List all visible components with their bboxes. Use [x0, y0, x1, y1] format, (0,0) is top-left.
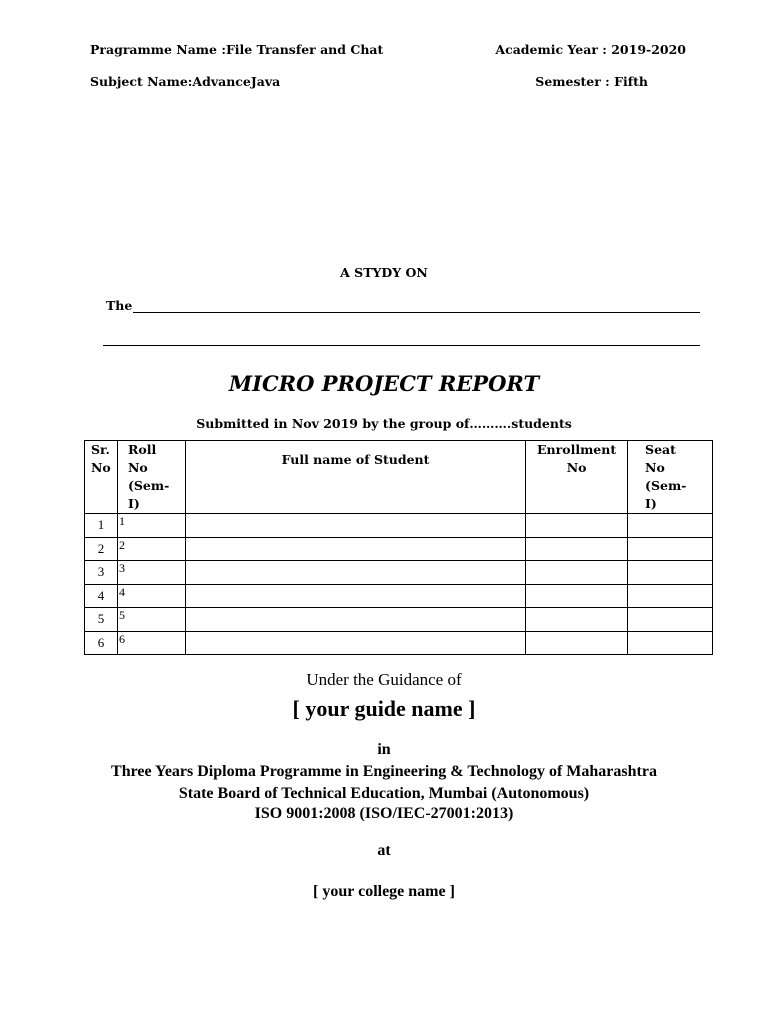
at-label: at — [377, 842, 391, 859]
name-cell[interactable] — [185, 631, 525, 655]
name-cell[interactable] — [185, 537, 525, 561]
semester: Semester : Fifth — [535, 74, 648, 89]
table-row — [85, 561, 713, 585]
table-row — [85, 537, 713, 561]
roll-cell: 5 — [117, 608, 185, 632]
enrollment-cell[interactable] — [526, 631, 628, 655]
enrollment-cell[interactable] — [526, 514, 628, 538]
table-row — [85, 631, 713, 655]
roll-cell: 4 — [117, 584, 185, 608]
table-header-row — [85, 441, 713, 514]
seat-cell[interactable] — [628, 537, 713, 561]
seat-cell[interactable] — [628, 584, 713, 608]
roll-cell: 3 — [117, 561, 185, 585]
header-seat-no: Seat No (Sem- I) — [628, 441, 713, 514]
guide-name: [ your guide name ] — [292, 696, 476, 721]
guidance-label: Under the Guidance of — [306, 670, 462, 689]
programme-line-1: Three Years Diploma Programme in Engineering & Technology of Maharashtra — [111, 763, 657, 780]
sr-cell: 4 — [85, 584, 118, 608]
name-cell[interactable] — [185, 514, 525, 538]
seat-cell[interactable] — [628, 608, 713, 632]
in-label: in — [377, 741, 391, 758]
table-row — [85, 514, 713, 538]
table-row — [85, 584, 713, 608]
the-label: The — [106, 298, 133, 313]
students-table — [84, 440, 713, 655]
programme-name: Pragramme Name :File Transfer and Chat — [90, 42, 384, 57]
report-title: MICRO PROJECT REPORT — [228, 371, 540, 396]
academic-year: Academic Year : 2019-2020 — [495, 42, 686, 57]
header-roll-no: Roll No (Sem- I) — [117, 441, 185, 514]
enrollment-cell[interactable] — [526, 561, 628, 585]
title-blank-line-2 — [103, 345, 700, 346]
name-cell[interactable] — [185, 584, 525, 608]
sr-cell: 6 — [85, 631, 118, 655]
name-cell[interactable] — [185, 561, 525, 585]
enrollment-cell[interactable] — [526, 537, 628, 561]
table-row — [85, 608, 713, 632]
iso-line: ISO 9001:2008 (ISO/IEC-27001:2013) — [254, 805, 514, 822]
seat-cell[interactable] — [628, 514, 713, 538]
enrollment-cell[interactable] — [526, 584, 628, 608]
submitted-line: Submitted in Nov 2019 by the group of……….students — [196, 416, 572, 431]
roll-cell: 2 — [117, 537, 185, 561]
name-cell[interactable] — [185, 608, 525, 632]
seat-cell[interactable] — [628, 561, 713, 585]
sr-cell: 5 — [85, 608, 118, 632]
sr-cell: 3 — [85, 561, 118, 585]
programme-line-2: State Board of Technical Education, Mumbai (Autonomous) — [178, 785, 590, 802]
title-blank-line-1 — [133, 312, 700, 313]
roll-cell: 1 — [117, 514, 185, 538]
header-full-name: Full name of Student — [185, 441, 525, 514]
enrollment-cell[interactable] — [526, 608, 628, 632]
sr-cell: 2 — [85, 537, 118, 561]
header-enrollment-no: Enrollment No — [526, 441, 628, 514]
subject-name: Subject Name:AdvanceJava — [90, 74, 281, 89]
roll-cell: 6 — [117, 631, 185, 655]
header-sr-no: Sr. No — [85, 441, 118, 514]
college-name: [ your college name ] — [313, 883, 455, 900]
study-heading: A STYDY ON — [340, 265, 428, 280]
sr-cell: 1 — [85, 514, 118, 538]
seat-cell[interactable] — [628, 631, 713, 655]
